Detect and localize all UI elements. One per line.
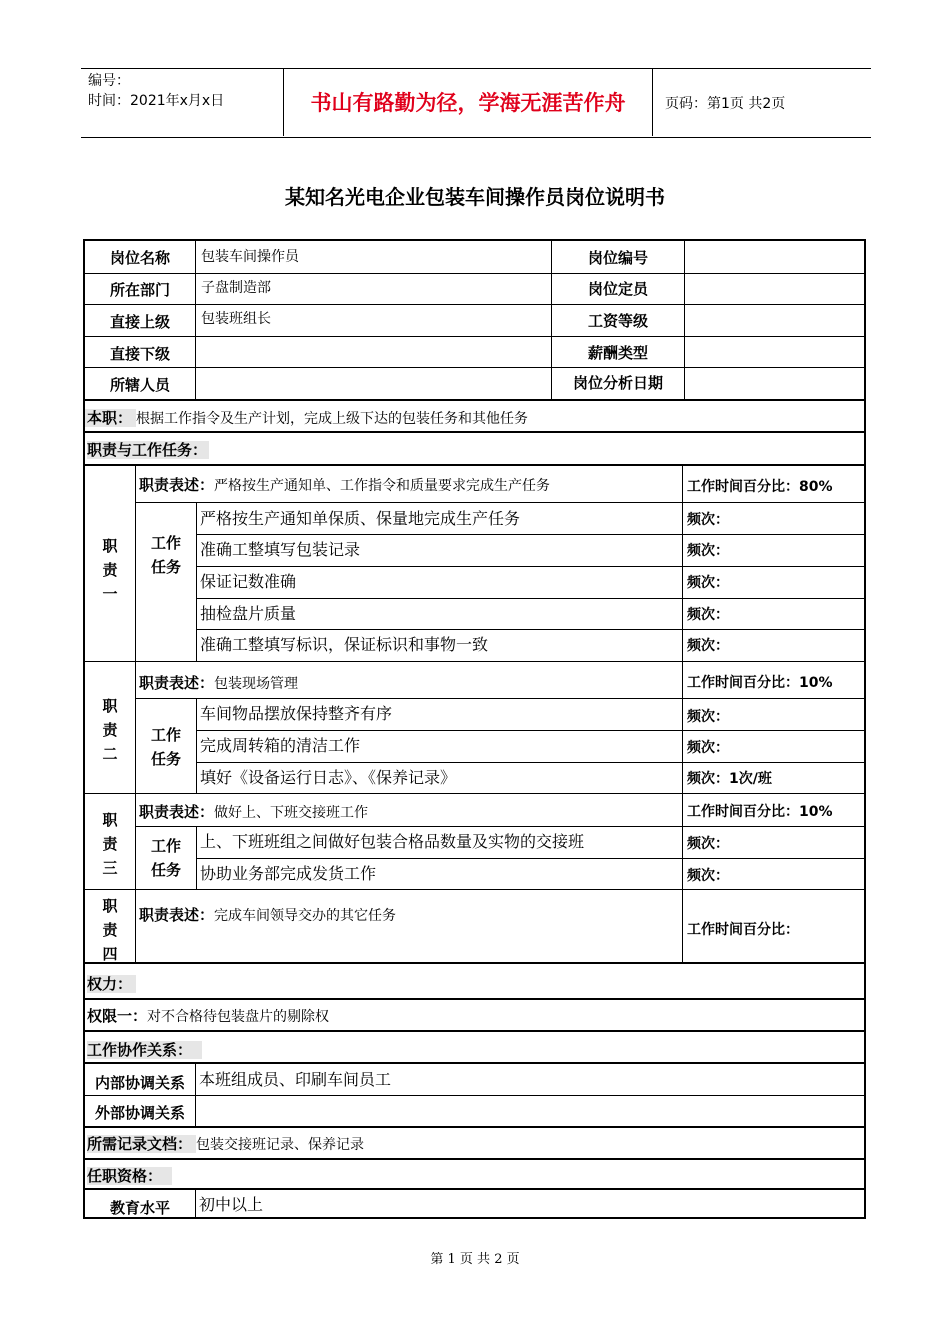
- duty-3-task-2: 协助业务部完成发货工作: [200, 864, 377, 883]
- department-value: 子盘制造部: [201, 280, 271, 296]
- duty-1-task-3: 保证记数准确: [200, 572, 297, 591]
- duty-1-task-1-frequency: 频次：: [687, 512, 729, 528]
- duty-1-task-4-frequency: 频次：: [687, 607, 729, 623]
- duty-3-description: 职责表述：做好上、下班交接班工作: [139, 803, 369, 821]
- duty-2-task-2-frequency: 频次：: [687, 740, 729, 756]
- document-number-label: 编号：: [88, 73, 130, 89]
- duty-4-time-percent: 工作时间百分比：: [687, 922, 799, 938]
- position-name-label: 岗位名称: [109, 249, 170, 267]
- education-label: 教育水平: [109, 1199, 170, 1217]
- duty-1-task-3-frequency: 频次：: [687, 575, 729, 591]
- qualification-section-title: 任职资格：: [87, 1160, 866, 1188]
- position-code-value: [685, 241, 864, 273]
- duty-3-task-label: 工作 任务: [150, 837, 181, 879]
- external-coordination-label: 外部协调关系: [94, 1104, 185, 1122]
- duty-1-task-5: 准确工整填写标识，保证标识和事物一致: [200, 635, 489, 654]
- duty-1-task-2-frequency: 频次：: [687, 543, 729, 559]
- duty-2-task-1-frequency: 频次：: [687, 709, 729, 725]
- duty-1-name: 职 责 一: [102, 537, 118, 603]
- external-coordination-value: [199, 1096, 859, 1126]
- duty-1-task-2: 准确工整填写包装记录: [200, 540, 361, 559]
- duty-1-description: 职责表述：严格按生产通知单、工作指令和质量要求完成生产任务: [139, 476, 551, 494]
- internal-coordination-label: 内部协调关系: [94, 1074, 185, 1092]
- duty-2-task-2: 完成周转箱的清洁工作: [200, 736, 361, 755]
- duty-4-description: 职责表述：完成车间领导交办的其它任务: [139, 906, 397, 924]
- staff-label: 所辖人员: [109, 376, 170, 394]
- duty-2-name: 职 责 二: [102, 697, 118, 763]
- duty-3-time-percent: 工作时间百分比：10%: [687, 804, 833, 820]
- subordinate-label: 直接下级: [109, 345, 170, 363]
- duty-2-description: 职责表述：包装现场管理: [139, 674, 299, 692]
- position-name-value: 包装车间操作员: [201, 249, 299, 265]
- superior-value: 包装班组长: [201, 311, 271, 327]
- duty-3-task-1: 上、下班班组之间做好包装合格品数量及实物的交接班: [200, 832, 585, 851]
- wage-grade-label: 工资等级: [587, 312, 648, 330]
- header-motto: 书山有路勤为径，学海无涯苦作舟: [283, 68, 653, 136]
- power-limit-row: 权限一：对不合格待包装盘片的剔除权: [87, 1007, 330, 1025]
- power-section-title: 权力：: [87, 964, 866, 998]
- duty-summary-text: 根据工作指令及生产计划，完成上级下达的包装任务和其他任务: [136, 411, 529, 427]
- education-value: 初中以上: [199, 1195, 264, 1214]
- position-code-label: 岗位编号: [587, 249, 648, 267]
- duty-2-task-label: 工作 任务: [150, 726, 181, 768]
- duty-summary: [85, 401, 864, 431]
- document-title: 某知名光电企业包装车间操作员岗位说明书: [285, 185, 665, 209]
- duty-1-task-1: 严格按生产通知单保质、保量地完成生产任务: [200, 509, 521, 528]
- duty-2-task-3: 填好《设备运行日志》、《保养记录》: [200, 768, 457, 787]
- duty-2-task-1: 车间物品摆放保持整齐有序: [200, 704, 393, 723]
- cooperation-section-title: 工作协作关系：: [87, 1032, 866, 1062]
- quota-label: 岗位定员: [587, 280, 648, 298]
- records-row: 所需记录文档： 包装交接班记录、保养记录: [87, 1135, 365, 1153]
- page-header: [81, 68, 871, 138]
- duty-2-task-3-frequency: 频次：1次/班: [687, 771, 772, 787]
- duty-3-task-1-frequency: 频次：: [687, 836, 729, 852]
- duty-3-name: 职 责 三: [102, 811, 118, 877]
- superior-label: 直接上级: [109, 313, 170, 331]
- page-footer: 第 1 页 共 2 页: [430, 1252, 520, 1267]
- duty-1-time-percent: 工作时间百分比：80%: [687, 479, 833, 495]
- duty-1-task-label: 工作 任务: [150, 534, 181, 576]
- duty-2-time-percent: 工作时间百分比：10%: [687, 675, 833, 691]
- duty-summary-label: 本职：: [85, 409, 136, 427]
- header-meta: [88, 71, 224, 111]
- duty-4-name: 职 责 四: [102, 897, 118, 963]
- duty-3-task-2-frequency: 频次：: [687, 868, 729, 884]
- duty-1-task-4: 抽检盘片质量: [200, 604, 297, 623]
- page-indicator: 页码：第1页 共2页: [665, 96, 786, 112]
- internal-coordination-value: 本班组成员、印刷车间员工: [199, 1070, 392, 1089]
- document-time: 时间：2021年x月x日: [88, 93, 225, 109]
- duty-1-task-5-frequency: 频次：: [687, 638, 729, 654]
- analysis-date-label: 岗位分析日期: [572, 374, 663, 392]
- salary-type-label: 薪酬类型: [587, 344, 648, 362]
- duties-section-title: 职责与工作任务：: [87, 441, 208, 459]
- job-description-form: [83, 239, 866, 1219]
- department-label: 所在部门: [109, 281, 170, 299]
